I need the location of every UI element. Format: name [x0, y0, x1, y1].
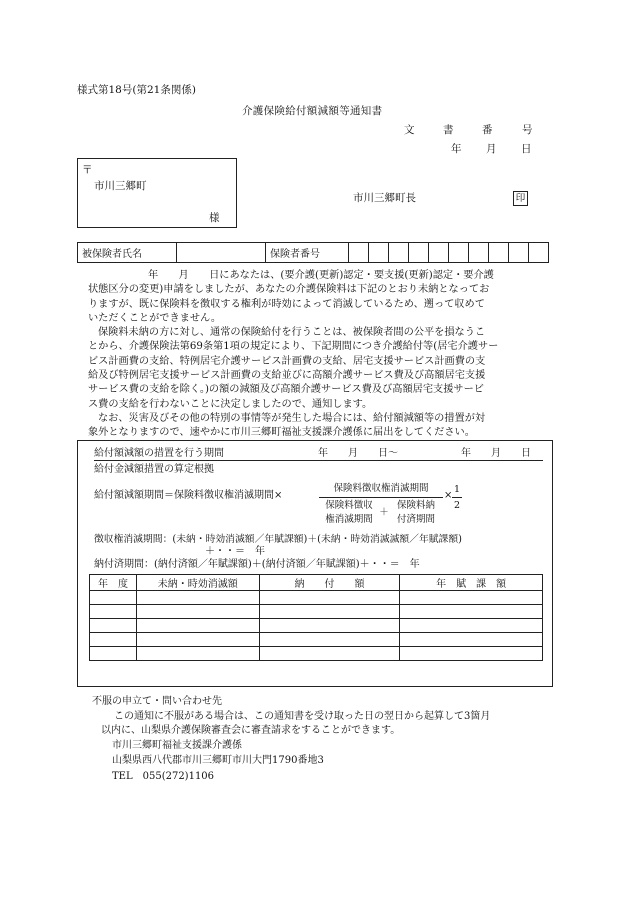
table-cell	[400, 633, 543, 647]
period-table	[89, 574, 543, 661]
contact-department: 市川三郷町福祉支援課介護係	[112, 740, 242, 751]
fraction-bar	[319, 497, 443, 498]
notice-body	[88, 269, 498, 441]
form-number: 様式第18号(第21条関係)	[77, 84, 196, 96]
contact-phone: TEL 055(272)1106	[112, 771, 215, 782]
insurer-number-digit	[529, 243, 549, 263]
table-cell	[136, 633, 259, 647]
fraction-denominator-b: 付済期間	[396, 514, 435, 525]
table-cell	[259, 647, 400, 661]
table-cell	[259, 591, 400, 605]
table-cell	[400, 647, 543, 661]
doc-number-char: 文	[404, 124, 415, 136]
table-row	[90, 633, 543, 647]
contact-address: 山梨県西八代郡市川三郷町市川大門1790番地3	[112, 755, 324, 766]
table-row	[90, 647, 543, 661]
document-title: 介護保険給付額減額等通知書	[242, 105, 383, 117]
table-cell	[90, 647, 137, 661]
body-line: 状態区分の変更)申請をしましたが、あなたの介護保険料は下記のとおり未納となってお	[88, 284, 490, 296]
table-cell	[400, 605, 543, 619]
body-line: 保険料未納の方に対し、通常の保険給付を行うことは、被保険者間の公平を損なうこ	[98, 327, 486, 339]
table-cell	[136, 591, 259, 605]
body-line: ス費の支給を行わないことに決定しましたので、通知します。	[88, 398, 373, 410]
insured-name-value	[177, 243, 266, 263]
date-month: 月	[486, 143, 497, 155]
postal-mark: 〒	[82, 164, 93, 176]
half-denominator: 2	[453, 500, 461, 511]
appeal-heading: 不服の申立て・問い合わせ先	[92, 696, 222, 707]
date-day: 日	[521, 143, 532, 155]
body-line: サービス費の支給を除く。)の額の減額及び高額介護サービス費及び高額居宅支援サービ	[88, 384, 484, 396]
body-line: とから、介護保険法第69条第1項の規定により、下記期間につき介護給付等(居宅介護サー	[88, 341, 499, 353]
table-cell	[259, 619, 400, 633]
fraction-denominator-a: 保険料徴収	[325, 500, 373, 511]
table-header: 未納・時効消滅額	[136, 575, 259, 591]
official-seal: 印	[513, 191, 528, 206]
formula-times: ×	[444, 490, 453, 501]
body-line: なお、災害及びその他の特別の事情等が発生した場合には、給付額減額等の措置が対	[98, 412, 486, 424]
table-cell	[136, 647, 259, 661]
body-line: りますが、既に保険料を徴収する権利が時効によって消滅しているため、遡って収めて	[88, 298, 485, 310]
period-label: 給付額減額の措置を行う期間	[94, 448, 224, 459]
body-line: 象外となりますので、速やかに市川三郷町福祉支援課介護係に届出をしてください。	[88, 427, 475, 439]
table-cell	[90, 605, 137, 619]
issuer-name: 市川三郷町長	[353, 192, 416, 204]
doc-number-char: 号	[522, 124, 533, 136]
table-cell	[400, 619, 543, 633]
fraction-denominator-a: 権消滅期間	[325, 514, 373, 525]
insured-info-row	[77, 242, 549, 263]
insurer-number-digit	[489, 243, 509, 263]
period-to: 年 月 日	[461, 448, 531, 459]
extinct-period-line: 徴収権消滅期間：(未納・時効消滅額／年賦課額)＋(未納・時効消滅滅額／年賦課額)	[94, 534, 462, 545]
basis-label: 給付金減額措置の算定根拠	[94, 464, 214, 475]
doc-number-char: 番	[482, 124, 493, 136]
body-line: ビス計画費の支給、特例居宅介護サービス計画費の支給、居宅支援サービス計画費の支	[88, 355, 486, 367]
date-year: 年	[451, 143, 462, 155]
table-header: 納 付 額	[259, 575, 400, 591]
insurer-number-digit	[409, 243, 429, 263]
body-line: 年 月 日にあなたは、(要介護(更新)認定・要支援(更新)認定・要介護	[148, 270, 494, 281]
addressee-honorific: 様	[209, 212, 220, 224]
address-town: 市川三郷町	[94, 180, 147, 192]
insurer-number-digit	[469, 243, 489, 263]
table-cell	[259, 605, 400, 619]
table-cell	[400, 591, 543, 605]
half-fraction-bar	[452, 497, 462, 498]
address-box	[77, 158, 237, 228]
table-row	[90, 591, 543, 605]
insurer-number-digit	[509, 243, 529, 263]
table-cell	[136, 605, 259, 619]
formula-left: 給付額減額期間＝保険料徴収権消滅期間×	[94, 490, 283, 501]
table-cell	[90, 591, 137, 605]
period-underline	[94, 460, 543, 461]
insurer-number-digit	[349, 243, 369, 263]
insurer-number-digit	[449, 243, 469, 263]
table-header: 年 度	[90, 575, 137, 591]
appeal-text: この通知に不服がある場合は、この通知書を受け取った日の翌日から起算して3箇月	[114, 711, 491, 722]
fraction-numerator: 保険料徴収権消滅期間	[333, 483, 429, 494]
insurer-number-digit	[369, 243, 389, 263]
fraction-plus: ＋	[379, 507, 389, 518]
insured-name-label: 被保険者氏名	[78, 243, 177, 263]
table-cell	[259, 633, 400, 647]
half-numerator: 1	[453, 484, 461, 495]
period-from: 年 月 日～	[318, 448, 398, 459]
fraction-denominator-b: 保険料納	[396, 500, 435, 511]
body-line: いただくことができません。	[88, 312, 222, 324]
table-header: 年 賦 課 額	[400, 575, 543, 591]
extinct-period-total: ＋・・＝ 年	[205, 546, 265, 557]
insurer-number-digit	[389, 243, 409, 263]
body-line: 給及び特例居宅支援サービス計画費の支給並びに高額介護サービス費及び高額居宅支援	[88, 370, 486, 382]
table-row	[90, 619, 543, 633]
table-cell	[90, 619, 137, 633]
paid-period-line: 納付済期間：(納付済額／年賦課額)＋(納付済額／年賦課額)＋・・＝ 年	[94, 559, 420, 570]
insurer-number-digit	[429, 243, 449, 263]
appeal-text: 以内に、山梨県介護保険審査会に審査請求をすることができます。	[101, 725, 401, 736]
table-row	[90, 605, 543, 619]
table-cell	[90, 633, 137, 647]
insurer-number-label: 保険者番号	[266, 243, 349, 263]
table-cell	[136, 619, 259, 633]
doc-number-char: 書	[443, 124, 454, 136]
